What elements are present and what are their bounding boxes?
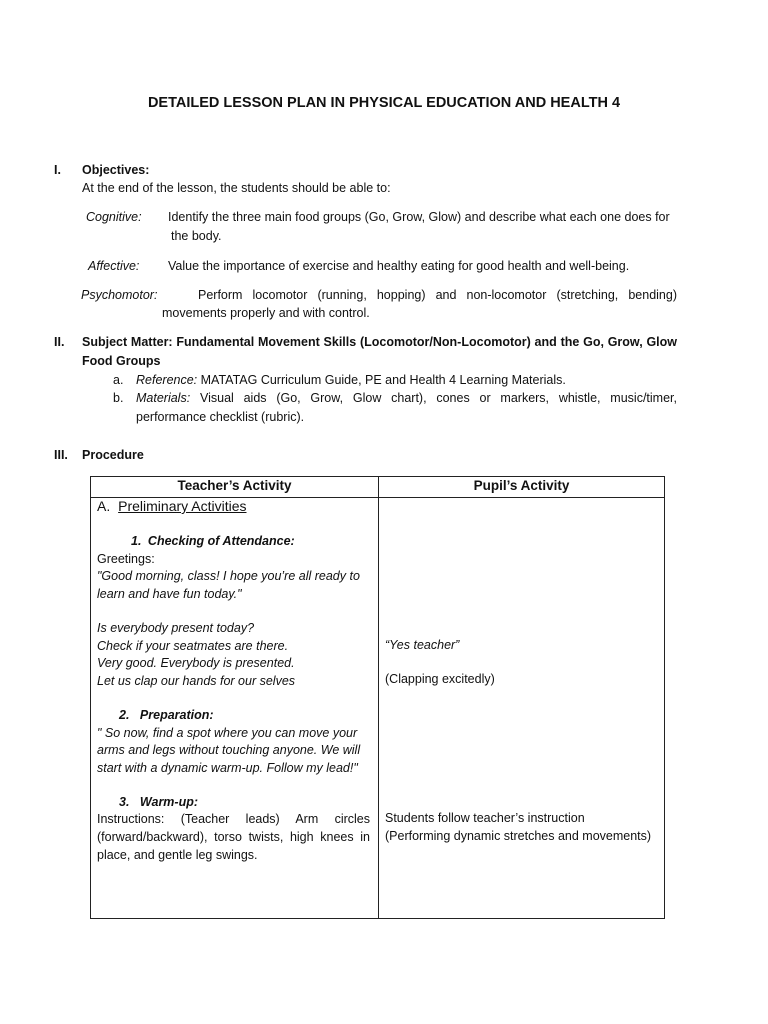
procedure-table bbox=[90, 476, 665, 919]
subject-matter-line2: Food Groups bbox=[82, 354, 161, 368]
warmup-line2: (forward/backward), torso twists, high knees in bbox=[97, 830, 370, 844]
section-a-title: Preliminary Activities bbox=[118, 498, 247, 514]
pupil-response-4: (Performing dynamic stretches and movements) bbox=[385, 829, 652, 843]
step-3-heading bbox=[119, 795, 198, 809]
step-2-title: Preparation: bbox=[139, 708, 214, 722]
section-numeral-procedure: III. bbox=[54, 448, 68, 462]
section-numeral-objectives: I. bbox=[54, 163, 61, 177]
section-a-heading bbox=[97, 498, 247, 514]
materials-item-line1 bbox=[136, 391, 677, 405]
preparation-line3: start with a dynamic warm-up. Follow my lead!" bbox=[97, 761, 358, 775]
step-2-num: 2. bbox=[119, 708, 130, 722]
step-2-heading bbox=[119, 708, 214, 722]
preparation-line1: " So now, find a spot where you can move your bbox=[97, 726, 358, 740]
materials-marker: b. bbox=[113, 391, 124, 405]
affective-label: Affective: bbox=[88, 259, 140, 273]
pupil-response-1: “Yes teacher” bbox=[385, 638, 460, 652]
attendance-line1: Is everybody present today? bbox=[97, 621, 255, 635]
warmup-line3: place, and gentle leg swings. bbox=[97, 848, 258, 862]
cognitive-text-line2: the body. bbox=[171, 229, 222, 243]
preparation-line2: arms and legs without touching anyone. We will bbox=[97, 743, 361, 757]
psychomotor-label: Psychomotor: bbox=[81, 288, 158, 302]
psychomotor-text-line2: movements properly and with control. bbox=[162, 306, 370, 320]
col-header-pupil: Pupil’s Activity bbox=[379, 477, 665, 498]
table-header-row bbox=[91, 477, 665, 498]
pupil-activity-cell bbox=[379, 498, 665, 919]
reference-label: Reference: bbox=[136, 373, 198, 387]
materials-label: Materials: bbox=[136, 391, 191, 405]
attendance-line4: Let us clap our hands for our selves bbox=[97, 674, 296, 688]
greeting-line1: "Good morning, class! I hope you’re all ready to bbox=[97, 569, 360, 583]
greeting-line2: learn and have fun today." bbox=[97, 587, 242, 601]
reference-item bbox=[136, 373, 566, 387]
step-1-heading bbox=[131, 534, 295, 548]
pupil-response-2: (Clapping excitedly) bbox=[385, 672, 495, 686]
procedure-heading: Procedure bbox=[82, 448, 144, 462]
greetings-label: Greetings: bbox=[97, 552, 155, 566]
objectives-intro: At the end of the lesson, the students should be able to: bbox=[82, 181, 391, 195]
document-title: DETAILED LESSON PLAN IN PHYSICAL EDUCATION AND HEALTH 4 bbox=[147, 95, 621, 111]
table-row bbox=[91, 498, 665, 919]
col-header-teacher: Teacher’s Activity bbox=[91, 477, 379, 498]
subject-matter-line1: Subject Matter: Fundamental Movement Skills (Locomotor/Non-Locomotor) and the Go, Grow, Glow bbox=[82, 335, 677, 349]
section-numeral-subject: II. bbox=[54, 335, 65, 349]
step-1-num: 1. bbox=[131, 534, 142, 548]
cognitive-text-line1: Identify the three main food groups (Go, Grow, Glow) and describe what each one does for bbox=[168, 210, 670, 224]
pupil-response-3: Students follow teacher’s instruction bbox=[385, 811, 585, 825]
attendance-line3: Very good. Everybody is presented. bbox=[97, 656, 295, 670]
materials-text-line1: Visual aids (Go, Grow, Glow chart), cones or markers, whistle, music/timer, bbox=[199, 391, 677, 405]
cognitive-label: Cognitive: bbox=[86, 210, 142, 224]
psychomotor-text-line1: Perform locomotor (running, hopping) and non-locomotor (stretching, bending) bbox=[198, 288, 677, 302]
attendance-line2: Check if your seatmates are there. bbox=[97, 639, 289, 653]
teacher-activity-cell bbox=[91, 498, 379, 919]
objectives-heading: Objectives: bbox=[82, 163, 150, 177]
section-a-marker: A. bbox=[97, 498, 111, 514]
reference-text: MATATAG Curriculum Guide, PE and Health 4 Learning Materials. bbox=[200, 373, 566, 387]
step-1-title: Checking of Attendance: bbox=[147, 534, 295, 548]
step-3-num: 3. bbox=[119, 795, 130, 809]
reference-marker: a. bbox=[113, 373, 124, 387]
warmup-line1: Instructions: (Teacher leads) Arm circles bbox=[97, 812, 370, 826]
step-3-title: Warm-up: bbox=[139, 795, 199, 809]
materials-text-line2: performance checklist (rubric). bbox=[136, 410, 305, 424]
affective-text: Value the importance of exercise and healthy eating for good health and well-being. bbox=[168, 259, 630, 273]
